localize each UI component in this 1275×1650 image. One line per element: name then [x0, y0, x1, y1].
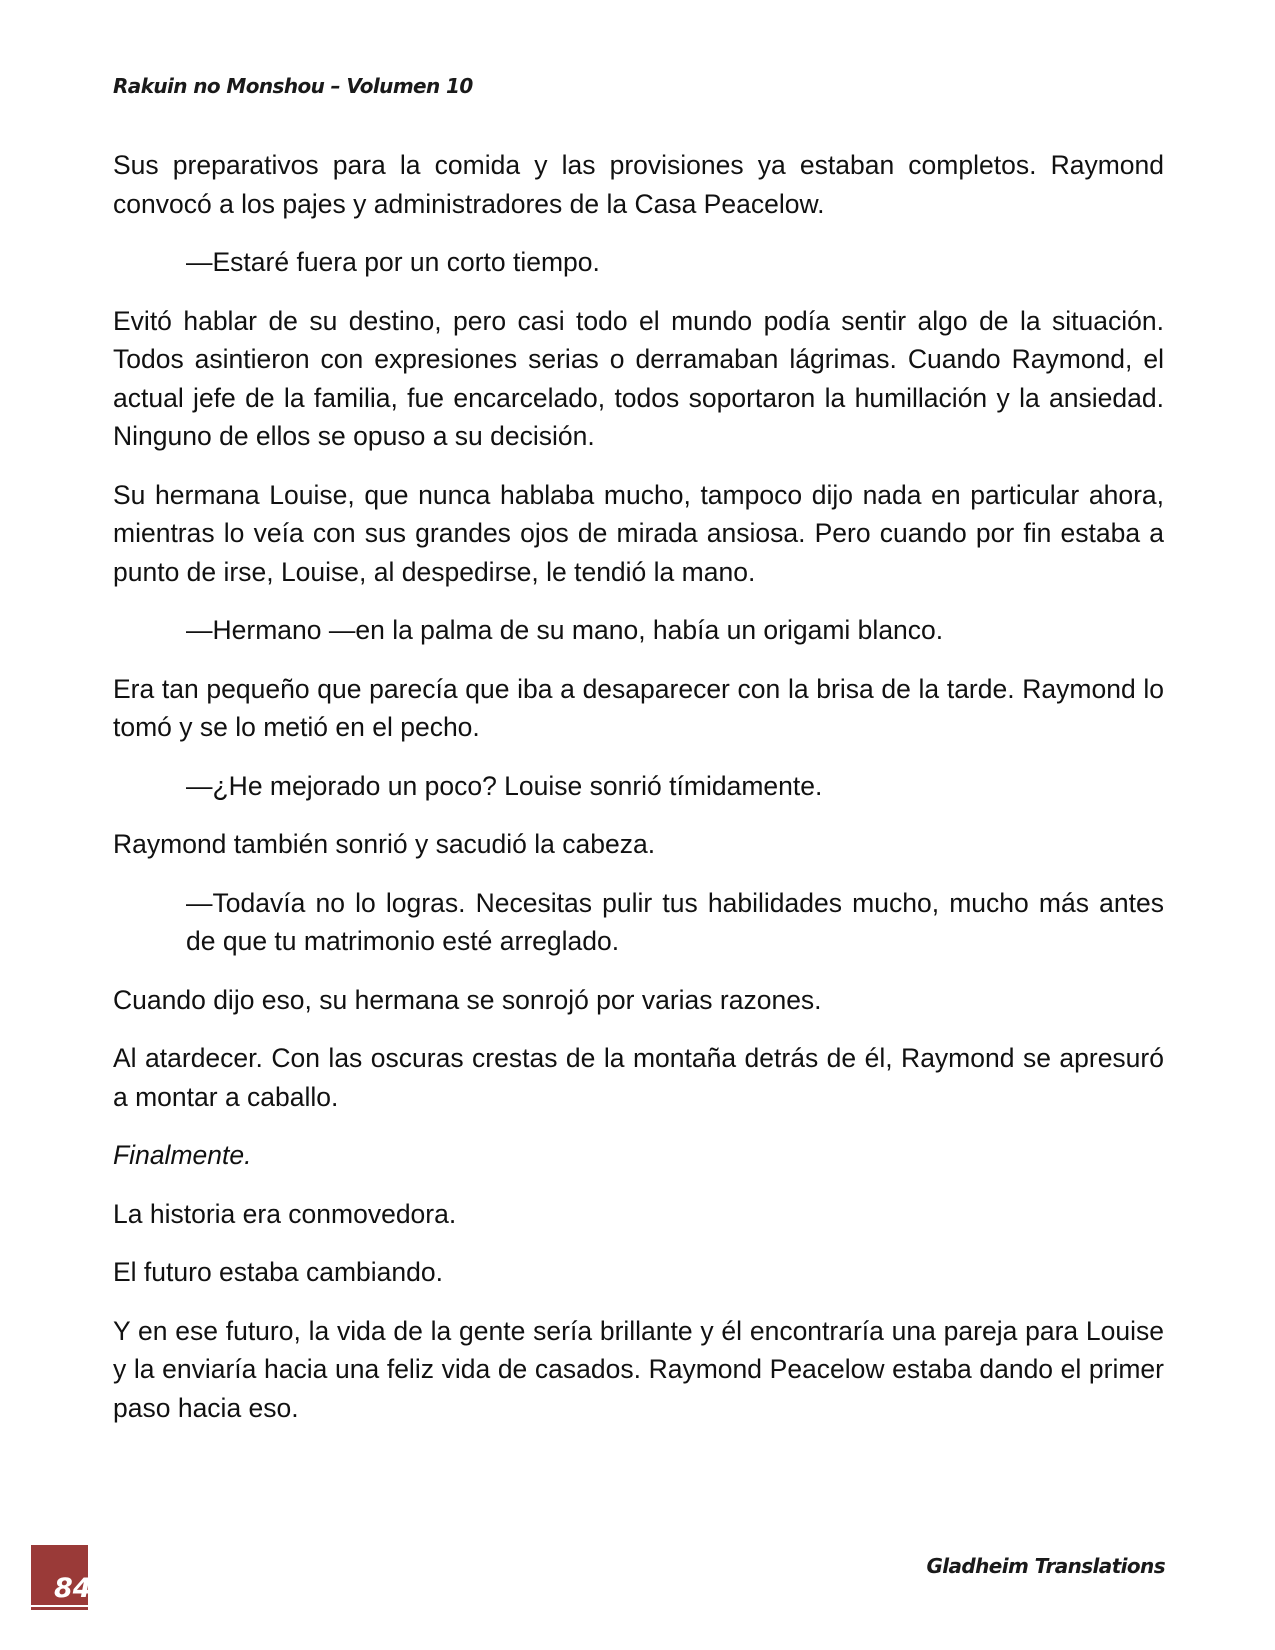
paragraph: El futuro estaba cambiando. [113, 1257, 443, 1287]
body-text [113, 146, 1164, 1447]
page-number: 84 [54, 1573, 92, 1604]
running-header: Rakuin no Monshou – Volumen 10 [113, 74, 473, 98]
paragraph: Cuando dijo eso, su hermana se sonrojó por varias razones. [113, 984, 822, 1015]
paragraph: Sus preparativos para la comida y las provisiones ya estaban completos. Raymond convocó a los pajes y administradores de la Casa Peacelow. [113, 150, 1164, 219]
translator-credit: Gladheim Translations [926, 1554, 1165, 1578]
paragraph: Evitó hablar de su destino, pero casi todo el mundo podía sentir algo de la situación. Todos asintieron con expresiones serias o derramaban lágrimas. Cuando Raymond, el actual jefe de la familia, fue encarcelado, todos soportaron la humillación y la ansiedad. Ninguno de ellos se opuso a su decisión. [113, 305, 1164, 451]
paragraph: Al atardecer. Con las oscuras crestas de la montaña detrás de él, Raymond se apresuró a montar a caballo. [113, 1043, 1164, 1112]
paragraph: Raymond también sonrió y sacudió la cabeza. [113, 829, 656, 859]
dialogue-line: —Estaré fuera por un corto tiempo. [186, 247, 600, 277]
paragraph: Era tan pequeño que parecía que iba a desaparecer con la brisa de la tarde. Raymond lo tomó y se lo metió en el pecho. [113, 673, 1164, 742]
page-number-underline [31, 1605, 88, 1607]
dialogue-line: —Todavía no lo logras. Necesitas pulir tus habilidades mucho, mucho más antes de que tu matrimonio esté arreglado. [186, 887, 1164, 956]
paragraph: Y en ese futuro, la vida de la gente sería brillante y él encontraría una pareja para Louise y la enviaría hacia una feliz vida de casados. Raymond Peacelow estaba dando el primer paso hacia eso. [113, 1315, 1164, 1423]
dialogue-line: —¿He mejorado un poco? Louise sonrió tímidamente. [186, 770, 823, 801]
italic-paragraph: Finalmente. [113, 1140, 252, 1170]
paragraph: La historia era conmovedora. [113, 1198, 457, 1229]
paragraph: Su hermana Louise, que nunca hablaba mucho, tampoco dijo nada en particular ahora, mientras lo veía con sus grandes ojos de mirada ansiosa. Pero cuando por fin estaba a punto de irse, Louise, al despedirse, le tendió la mano. [113, 479, 1164, 587]
dialogue-line: —Hermano —en la palma de su mano, había un origami blanco. [186, 615, 944, 645]
